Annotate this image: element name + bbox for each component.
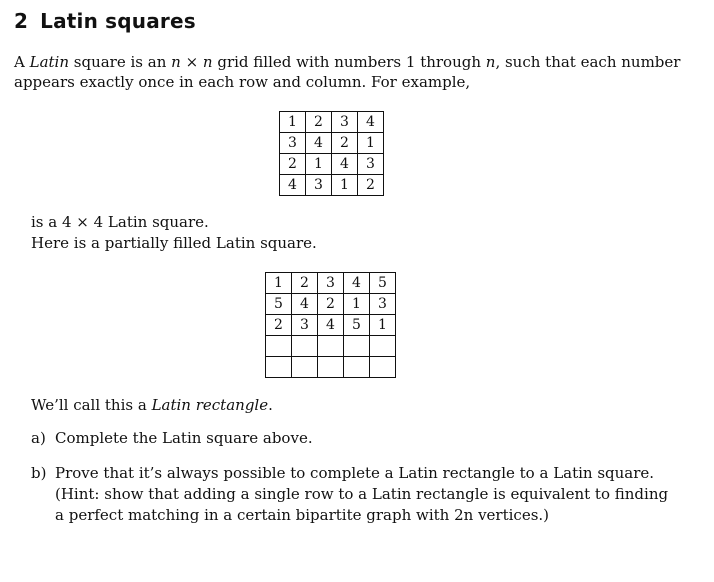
table-cell: 4 [358,112,384,133]
latin-rectangle-table [265,272,396,378]
table-cell: 4 [318,315,344,336]
table-cell: 4 [344,273,370,294]
table-cell: 1 [358,133,384,154]
table-row [266,294,396,315]
table-cell: 2 [306,112,332,133]
definition-text: . [268,396,273,414]
table-cell: 5 [266,294,292,315]
table-row-empty [266,336,396,357]
table-cell-empty [266,336,292,357]
item-line: Prove that it’s always possible to complete a Latin rectangle to a Latin square. [55,464,655,482]
section-heading [14,9,196,33]
table-row [280,112,384,133]
math-n: n [202,53,213,71]
table-row [266,315,396,336]
math-n: n [171,53,181,71]
intro-line-1 [14,52,680,72]
after-square-line-2: Here is a partially filled Latin square. [31,234,317,252]
table-cell-empty [370,357,396,378]
item-line: a perfect matching in a certain bipartite graph with 2n vertices.) [55,506,550,524]
table-cell-empty [344,357,370,378]
table-cell: 4 [332,154,358,175]
latin-square-table [279,111,384,196]
table-cell: 1 [280,112,306,133]
table-row [266,273,396,294]
table-cell: 1 [370,315,396,336]
table-cell: 1 [332,175,358,196]
table-row [280,175,384,196]
table-cell: 4 [280,175,306,196]
definition-term: Latin rectangle [151,396,269,414]
section-title: Latin squares [40,9,196,33]
table-cell: 2 [280,154,306,175]
item-label: b) [31,464,47,482]
item-label: a) [31,429,46,447]
table-cell: 2 [358,175,384,196]
math-times: × [180,53,203,71]
table-cell: 4 [306,133,332,154]
table-cell-empty [292,336,318,357]
question-item-a [31,428,313,449]
table-cell: 1 [266,273,292,294]
table-cell: 3 [318,273,344,294]
section-number: 2 [14,9,29,33]
intro-text: , such that each number [495,53,681,71]
intro-text: square is an [69,53,172,71]
question-item-b [31,463,668,526]
table-cell: 2 [318,294,344,315]
table-cell: 3 [292,315,318,336]
table-cell: 1 [344,294,370,315]
table-cell: 5 [370,273,396,294]
intro-text: A [14,53,30,71]
table-cell-empty [318,336,344,357]
table-row-empty [266,357,396,378]
table-cell: 4 [292,294,318,315]
table-cell: 3 [370,294,396,315]
intro-term-latin: Latin [29,53,69,71]
definition-text: We’ll call this a [31,396,152,414]
table-cell: 1 [306,154,332,175]
table-row [280,133,384,154]
table-cell: 3 [280,133,306,154]
table-cell: 3 [332,112,358,133]
table-cell-empty [344,336,370,357]
table-cell-empty [318,357,344,378]
table-cell: 3 [306,175,332,196]
table-cell-empty [266,357,292,378]
table-row [280,154,384,175]
table-cell: 3 [358,154,384,175]
table-cell: 2 [332,133,358,154]
item-line: Complete the Latin square above. [55,429,313,447]
table-cell-empty [370,336,396,357]
table-cell-empty [292,357,318,378]
latin-rectangle-definition [31,395,273,415]
intro-line-2: appears exactly once in each row and column. For example, [14,73,471,91]
math-n: n [485,53,496,71]
table-cell: 2 [266,315,292,336]
item-line: (Hint: show that adding a single row to a Latin rectangle is equivalent to finding [55,485,669,503]
table-cell: 5 [344,315,370,336]
intro-text: grid filled with numbers 1 through [212,53,486,71]
table-cell: 2 [292,273,318,294]
after-square-line-1: is a 4 × 4 Latin square. [31,213,209,231]
